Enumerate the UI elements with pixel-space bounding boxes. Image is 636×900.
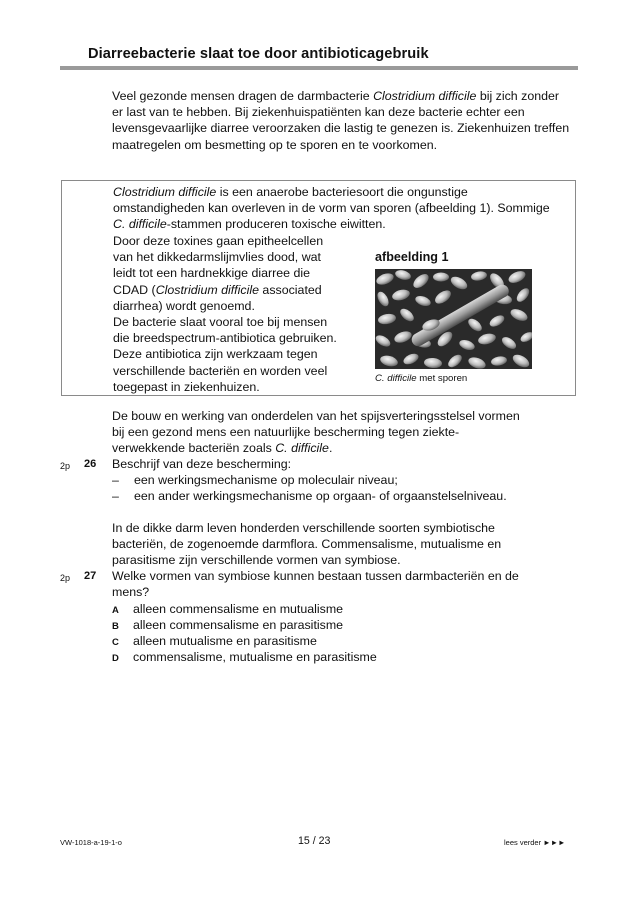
context-2-line-3: parasitisme zijn verschillende vormen van symbiose. (112, 553, 401, 567)
context-1-line-3: verwekkende bacteriën zoals C. difficile. (112, 441, 333, 455)
q27-option-c: C alleen mutualisme en parasitisme (112, 634, 317, 648)
q27-number: 27 (84, 570, 97, 582)
q27-text-line-2: mens? (112, 585, 150, 599)
info-box (61, 180, 576, 396)
q26-bullet-2: – een ander werkingsmechanisme op orgaan- of orgaanstelselniveau. (112, 489, 507, 503)
q27-points: 2p (60, 573, 71, 583)
q27-option-d: D commensalisme, mutualisme en parasitisme (112, 650, 377, 664)
q27-option-a: A alleen commensalisme en mutualisme (112, 602, 344, 616)
context-2-line-2: bacteriën, de zogenoemde darmflora. Commensalisme, mutualisme en (112, 537, 502, 551)
figure-caption: C. difficile met sporen (375, 373, 468, 384)
page-title: Diarreebacterie slaat toe door antibioticagebruik (88, 46, 429, 62)
q26-text: Beschrijf van deze bescherming: (112, 457, 292, 471)
exam-code: VW-1018-a-19-1-o (60, 838, 122, 847)
context-1-line-2: bij een gezond mens een natuurlijke bescherming tegen ziekte- (112, 425, 460, 439)
page-number: 15 / 23 (298, 835, 331, 847)
intro-paragraph: Veel gezonde mensen dragen de darmbacterie Clostridium difficile bij zich zonder er last van te hebben. Bij ziekenhuispatiënten kan deze bacterie echter een levensgevaarlijke diarree veroorzaken die lastig te genezen is. Ziekenhuizen treffen maatregelen om besmetting op te sporen en te voorkomen. (112, 89, 570, 152)
q26-bullet-1: – een werkingsmechanisme op moleculair niveau; (112, 473, 398, 487)
bacteria-spores-photo (375, 269, 532, 369)
q27-option-b: B alleen commensalisme en parasitisme (112, 618, 344, 632)
q27-text-line-1: Welke vormen van symbiose kunnen bestaan tussen darmbacteriën en de (112, 569, 519, 583)
continue-indicator: lees verder ►►► (504, 838, 566, 847)
context-1-line-1: De bouw en werking van onderdelen van het spijsverteringsstelsel vormen (112, 409, 520, 423)
box-paragraph-1: Clostridium difficile is een anaerobe bacteriesoort die ongunstige omstandigheden kan overleven in de vorm van sporen (afbeelding 1). Sommige C. difficile-stammen produceren toxische eiwitten. (113, 185, 550, 232)
figure-title: afbeelding 1 (375, 250, 449, 264)
title-rule (60, 66, 578, 70)
box-left-column: Door deze toxines gaan epitheelcellen van het dikkedarmslijmvlies dood, wat leidt tot een hardnekkige diarree die CDAD (Clostridium difficile associated diarrhea) wordt genoemd. De bacterie slaat vooral toe bij mensen die breedspectrum-antibiotica gebruiken. Deze antibiotica zijn werkzaam tegen verschillende bacteriën en worden veel toegepast in ziekenhuizen. (113, 234, 337, 394)
q26-points: 2p (60, 461, 71, 471)
context-2-line-1: In de dikke darm leven honderden verschillende soorten symbiotische (112, 521, 495, 535)
q26-number: 26 (84, 458, 97, 470)
